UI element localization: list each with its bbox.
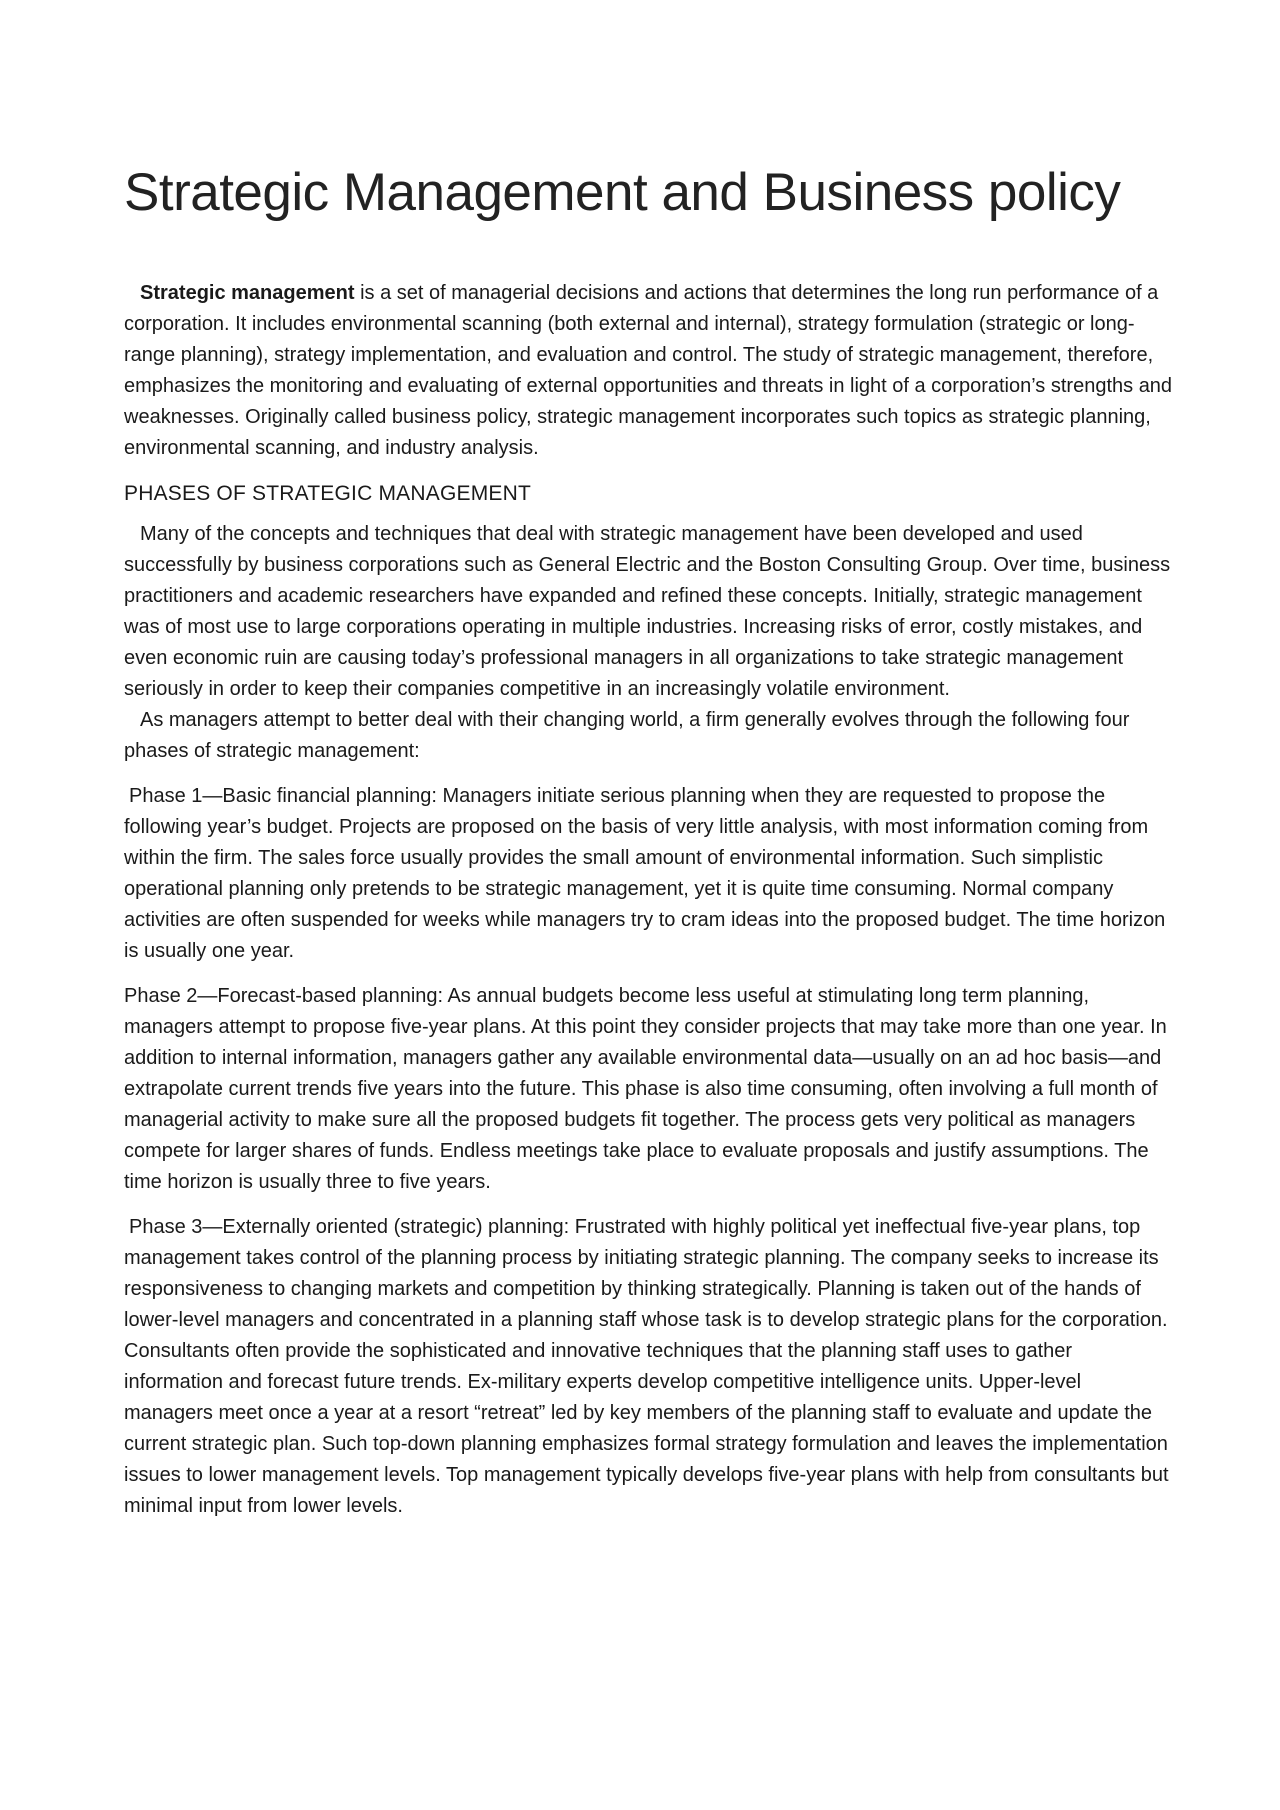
phase-2-paragraph: Phase 2—Forecast-based planning: As annual budgets become less useful at stimulating long term planning, managers attempt to propose five-year plans. At this point they consider projects that may take more than one year. In addition to internal information, managers gather any available environmental data—usually on an ad hoc basis—and extrapolate current trends five years into the future. This phase is also time consuming, often involving a full month of managerial activity to make sure all the proposed budgets fit together. The process gets very political as managers compete for larger shares of funds. Endless meetings take place to evaluate proposals and justify assumptions. The time horizon is usually three to five years. (124, 985, 1167, 1193)
intro-lead-term: Strategic management (140, 282, 355, 304)
body-paragraph-1: Many of the concepts and techniques that deal with strategic management have been developed and used successfully by business corporations such as General Electric and the Boston Consulting Group. Over time, business practitioners and academic researchers have expanded and refined these concepts. Initially, strategic management was of most use to large corporations operating in multiple industries. Increasing risks of error, costly mistakes, and even economic ruin are causing today’s professional managers in all organizations to take strategic management seriously in order to keep their companies competitive in an increasingly volatile environment. (124, 523, 1171, 700)
intro-text: is a set of managerial decisions and actions that determines the long run performance of a corporation. It includes environmental scanning (both external and internal), strategy formulation (strategic or long-range planning), strategy implementation, and evaluation and control. The study of strategic management, therefore, emphasizes the monitoring and evaluating of external opportunities and threats in light of a corporation’s strengths and weaknesses. Originally called business policy, strategic management incorporates such topics as strategic planning, environmental scanning, and industry analysis. (124, 282, 1173, 459)
section-heading: PHASES OF STRATEGIC MANAGEMENT (124, 482, 531, 505)
phase-1-paragraph: Phase 1—Basic financial planning: Managers initiate serious planning when they are requested to propose the following year’s budget. Projects are proposed on the basis of very little analysis, with most information coming from within the firm. The sales force usually provides the small amount of environmental information. Such simplistic operational planning only pretends to be strategic management, yet it is quite time consuming. Normal company activities are often suspended for weeks while managers try to cram ideas into the proposed budget. The time horizon is usually one year. (124, 785, 1166, 962)
body-paragraph-2: As managers attempt to better deal with their changing world, a firm generally evolves through the following four phases of strategic management: (124, 709, 1130, 762)
document-body (124, 158, 1174, 1530)
document-title: Strategic Management and Business policy (124, 163, 1121, 222)
phase-3-paragraph: Phase 3—Externally oriented (strategic) planning: Frustrated with highly political yet ineffectual five-year plans, top management takes control of the planning process by initiating strategic planning. The company seeks to increase its responsiveness to changing markets and competition by thinking strategically. Planning is taken out of the hands of lower-level managers and concentrated in a planning staff whose task is to develop strategic plans for the corporation. Consultants often provide the sophisticated and innovative techniques that the planning staff uses to gather information and forecast future trends. Ex-military experts develop competitive intelligence units. Upper-level managers meet once a year at a resort “retreat” led by key members of the planning staff to evaluate and update the current strategic plan. Such top-down planning emphasizes formal strategy formulation and leaves the implementation issues to lower management levels. Top management typically develops five-year plans with help from consultants but minimal input from lower levels. (124, 1216, 1169, 1517)
intro-paragraph (124, 278, 1174, 464)
